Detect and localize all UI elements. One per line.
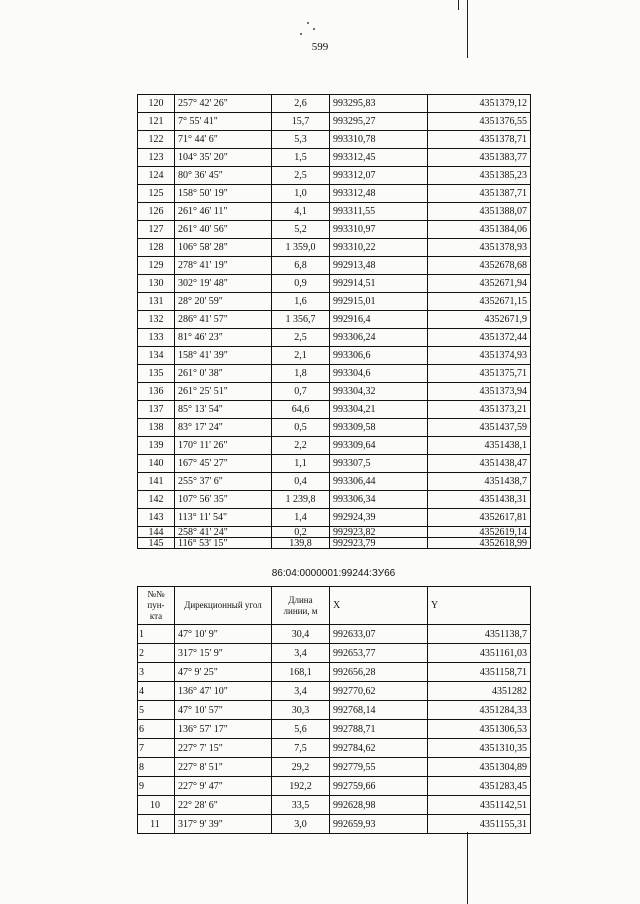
cell-point-number: 144 xyxy=(138,527,175,538)
cell-line-length: 29,2 xyxy=(272,758,330,777)
cell-direction-angle: 317° 15' 9" xyxy=(175,644,272,663)
cell-direction-angle: 80° 36' 45" xyxy=(175,167,272,185)
cell-line-length: 168,1 xyxy=(272,663,330,682)
table-row xyxy=(138,682,531,701)
cell-x: 992913,48 xyxy=(330,257,428,275)
cell-point-number: 141 xyxy=(138,473,175,491)
cell-x: 992633,07 xyxy=(330,625,428,644)
page-number: 599 xyxy=(311,41,329,53)
cell-point-number: 138 xyxy=(138,419,175,437)
cell-line-length: 2,6 xyxy=(272,95,330,113)
cell-y: 4351383,77 xyxy=(428,149,531,167)
cell-line-length: 2,2 xyxy=(272,437,330,455)
table-row xyxy=(138,644,531,663)
cell-y: 4351155,31 xyxy=(428,815,531,834)
cell-line-length: 0,7 xyxy=(272,383,330,401)
cell-line-length: 30,4 xyxy=(272,625,330,644)
cell-point-number: 3 xyxy=(138,663,175,682)
cell-y: 4351388,07 xyxy=(428,203,531,221)
header-point-number-line2: пун- xyxy=(147,600,165,610)
cell-x: 993307,5 xyxy=(330,455,428,473)
table-row xyxy=(138,419,531,437)
cell-direction-angle: 113° 11' 54" xyxy=(175,509,272,527)
cell-line-length: 1,6 xyxy=(272,293,330,311)
cell-line-length: 15,7 xyxy=(272,113,330,131)
cell-point-number: 2 xyxy=(138,644,175,663)
cell-direction-angle: 227° 7' 15" xyxy=(175,739,272,758)
table-row xyxy=(138,221,531,239)
cell-y: 4352619,14 xyxy=(428,527,531,538)
cell-x: 992915,01 xyxy=(330,293,428,311)
cell-direction-angle: 136° 57' 17" xyxy=(175,720,272,739)
cell-direction-angle: 85° 13' 54" xyxy=(175,401,272,419)
cell-y: 4351438,31 xyxy=(428,491,531,509)
cell-point-number: 139 xyxy=(138,437,175,455)
table-row xyxy=(138,663,531,682)
cell-direction-angle: 81° 46' 23" xyxy=(175,329,272,347)
table-row xyxy=(138,625,531,644)
table-row xyxy=(138,113,531,131)
cell-direction-angle: 227° 9' 47" xyxy=(175,777,272,796)
coordinates-table-1-body xyxy=(138,95,531,549)
cell-point-number: 130 xyxy=(138,275,175,293)
cell-x: 992759,66 xyxy=(330,777,428,796)
cell-point-number: 145 xyxy=(138,538,175,549)
table-row xyxy=(138,257,531,275)
cell-y: 4352618,99 xyxy=(428,538,531,549)
cell-direction-angle: 116° 53' 15" xyxy=(175,538,272,549)
cell-point-number: 134 xyxy=(138,347,175,365)
cell-x: 993306,6 xyxy=(330,347,428,365)
cell-y: 4351372,44 xyxy=(428,329,531,347)
cell-x: 992628,98 xyxy=(330,796,428,815)
cadastral-number-caption: 86:04:0000001:99244:ЗУ66 xyxy=(271,568,396,579)
table-row xyxy=(138,777,531,796)
coordinates-table-2-body xyxy=(138,625,531,834)
cell-x: 993310,97 xyxy=(330,221,428,239)
cell-x: 993312,07 xyxy=(330,167,428,185)
table-row xyxy=(138,347,531,365)
cell-direction-angle: 106° 58' 28" xyxy=(175,239,272,257)
cell-y: 4351374,93 xyxy=(428,347,531,365)
cell-y: 4351378,71 xyxy=(428,131,531,149)
cell-y: 4352617,81 xyxy=(428,509,531,527)
cell-line-length: 2,1 xyxy=(272,347,330,365)
cell-point-number: 132 xyxy=(138,311,175,329)
cell-x: 992653,77 xyxy=(330,644,428,663)
table-row xyxy=(138,131,531,149)
cell-y: 4351379,12 xyxy=(428,95,531,113)
table-row xyxy=(138,311,531,329)
cell-point-number: 7 xyxy=(138,739,175,758)
cell-line-length: 4,1 xyxy=(272,203,330,221)
cell-y: 4351310,35 xyxy=(428,739,531,758)
table-row xyxy=(138,437,531,455)
cell-direction-angle: 107° 56' 35" xyxy=(175,491,272,509)
cell-direction-angle: 261° 25' 51" xyxy=(175,383,272,401)
table-row xyxy=(138,383,531,401)
cell-direction-angle: 255° 37' 6" xyxy=(175,473,272,491)
header-point-number xyxy=(138,587,175,625)
cell-direction-angle: 167° 45' 27" xyxy=(175,455,272,473)
cell-point-number: 142 xyxy=(138,491,175,509)
cell-direction-angle: 261° 0' 38" xyxy=(175,365,272,383)
cell-y: 4351282 xyxy=(428,682,531,701)
cell-line-length: 64,6 xyxy=(272,401,330,419)
cell-line-length: 3,0 xyxy=(272,815,330,834)
table-row xyxy=(138,701,531,720)
cell-line-length: 1,0 xyxy=(272,185,330,203)
scan-margin-line-right xyxy=(458,0,459,10)
table-header-row xyxy=(138,587,531,625)
table-row xyxy=(138,293,531,311)
cell-line-length: 139,8 xyxy=(272,538,330,549)
cell-x: 993304,6 xyxy=(330,365,428,383)
cell-line-length: 6,8 xyxy=(272,257,330,275)
cell-point-number: 131 xyxy=(138,293,175,311)
table-row xyxy=(138,365,531,383)
cell-point-number: 120 xyxy=(138,95,175,113)
cell-y: 4351438,47 xyxy=(428,455,531,473)
coordinates-table-1 xyxy=(137,94,531,549)
cell-point-number: 125 xyxy=(138,185,175,203)
cell-line-length: 1,4 xyxy=(272,509,330,527)
table-row xyxy=(138,455,531,473)
cell-line-length: 2,5 xyxy=(272,329,330,347)
cell-direction-angle: 261° 46' 11" xyxy=(175,203,272,221)
table-row xyxy=(138,149,531,167)
cell-line-length: 3,4 xyxy=(272,644,330,663)
cell-direction-angle: 83° 17' 24" xyxy=(175,419,272,437)
cell-y: 4351376,55 xyxy=(428,113,531,131)
cell-x: 993309,64 xyxy=(330,437,428,455)
cell-x: 992768,14 xyxy=(330,701,428,720)
cell-y: 4351142,51 xyxy=(428,796,531,815)
cell-line-length: 5,3 xyxy=(272,131,330,149)
cell-line-length: 1,5 xyxy=(272,149,330,167)
cell-point-number: 8 xyxy=(138,758,175,777)
cell-point-number: 136 xyxy=(138,383,175,401)
table-row xyxy=(138,329,531,347)
cell-line-length: 2,5 xyxy=(272,167,330,185)
cell-y: 4351375,71 xyxy=(428,365,531,383)
cell-y: 4351437,59 xyxy=(428,419,531,437)
cell-x: 992779,55 xyxy=(330,758,428,777)
header-line-length-line2: линии, м xyxy=(283,605,318,616)
scan-speck xyxy=(300,33,302,35)
cell-x: 992770,62 xyxy=(330,682,428,701)
cell-direction-angle: 317° 9' 39" xyxy=(175,815,272,834)
cell-x: 993310,78 xyxy=(330,131,428,149)
cell-line-length: 1,8 xyxy=(272,365,330,383)
cell-x: 993306,34 xyxy=(330,491,428,509)
table-row xyxy=(138,509,531,527)
cell-line-length: 192,2 xyxy=(272,777,330,796)
table-row xyxy=(138,527,531,538)
cell-x: 993312,48 xyxy=(330,185,428,203)
cell-x: 993304,32 xyxy=(330,383,428,401)
cell-direction-angle: 286° 41' 57" xyxy=(175,311,272,329)
cell-point-number: 10 xyxy=(138,796,175,815)
cell-x: 993309,58 xyxy=(330,419,428,437)
coordinates-table-2 xyxy=(137,586,531,834)
table-row xyxy=(138,815,531,834)
cell-line-length: 0,2 xyxy=(272,527,330,538)
scan-margin-line-bottom xyxy=(467,832,468,904)
cell-x: 992923,82 xyxy=(330,527,428,538)
cell-point-number: 140 xyxy=(138,455,175,473)
cell-point-number: 6 xyxy=(138,720,175,739)
cell-y: 4352671,94 xyxy=(428,275,531,293)
table-row xyxy=(138,95,531,113)
cell-x: 993306,44 xyxy=(330,473,428,491)
cell-direction-angle: 104° 35' 20" xyxy=(175,149,272,167)
cell-line-length: 0,4 xyxy=(272,473,330,491)
cell-x: 992924,39 xyxy=(330,509,428,527)
cell-point-number: 126 xyxy=(138,203,175,221)
cell-y: 4351306,53 xyxy=(428,720,531,739)
cell-line-length: 5,6 xyxy=(272,720,330,739)
cell-y: 4351283,45 xyxy=(428,777,531,796)
scan-speck xyxy=(313,28,315,30)
cell-y: 4351438,7 xyxy=(428,473,531,491)
cell-point-number: 1 xyxy=(138,625,175,644)
cell-line-length: 33,5 xyxy=(272,796,330,815)
cell-point-number: 143 xyxy=(138,509,175,527)
cell-direction-angle: 136° 47' 10" xyxy=(175,682,272,701)
table-row xyxy=(138,796,531,815)
cell-y: 4351138,7 xyxy=(428,625,531,644)
cell-direction-angle: 158° 50' 19" xyxy=(175,185,272,203)
cell-direction-angle: 257° 42' 26" xyxy=(175,95,272,113)
table-row xyxy=(138,185,531,203)
table-row xyxy=(138,167,531,185)
table-row xyxy=(138,275,531,293)
cell-point-number: 9 xyxy=(138,777,175,796)
table-row xyxy=(138,758,531,777)
cell-x: 993310,22 xyxy=(330,239,428,257)
cell-direction-angle: 47° 9' 25" xyxy=(175,663,272,682)
table-row xyxy=(138,720,531,739)
cell-direction-angle: 22° 28' 6" xyxy=(175,796,272,815)
cell-y: 4352678,68 xyxy=(428,257,531,275)
cell-y: 4351373,21 xyxy=(428,401,531,419)
cell-direction-angle: 302° 19' 48" xyxy=(175,275,272,293)
header-line-length xyxy=(272,587,330,625)
cell-direction-angle: 7° 55' 41" xyxy=(175,113,272,131)
header-line-length-line1: Длина xyxy=(288,594,313,605)
table-row xyxy=(138,203,531,221)
cell-point-number: 127 xyxy=(138,221,175,239)
cell-line-length: 1 359,0 xyxy=(272,239,330,257)
cell-direction-angle: 278° 41' 19" xyxy=(175,257,272,275)
table-row xyxy=(138,239,531,257)
cell-line-length: 3,4 xyxy=(272,682,330,701)
cell-direction-angle: 28° 20' 59" xyxy=(175,293,272,311)
cell-y: 4351161,03 xyxy=(428,644,531,663)
cell-point-number: 129 xyxy=(138,257,175,275)
cell-point-number: 128 xyxy=(138,239,175,257)
cell-line-length: 1,1 xyxy=(272,455,330,473)
table-row xyxy=(138,491,531,509)
cell-x: 992916,4 xyxy=(330,311,428,329)
cell-point-number: 11 xyxy=(138,815,175,834)
cell-x: 992788,71 xyxy=(330,720,428,739)
cell-x: 993295,27 xyxy=(330,113,428,131)
header-x: X xyxy=(330,587,428,625)
cell-point-number: 5 xyxy=(138,701,175,720)
cell-y: 4351284,33 xyxy=(428,701,531,720)
cell-x: 993312,45 xyxy=(330,149,428,167)
table-row xyxy=(138,473,531,491)
table-row xyxy=(138,401,531,419)
cell-y: 4351304,89 xyxy=(428,758,531,777)
cell-x: 992656,28 xyxy=(330,663,428,682)
cell-line-length: 0,5 xyxy=(272,419,330,437)
cell-x: 992659,93 xyxy=(330,815,428,834)
cell-x: 992923,79 xyxy=(330,538,428,549)
cell-point-number: 122 xyxy=(138,131,175,149)
cell-line-length: 0,9 xyxy=(272,275,330,293)
cell-direction-angle: 47° 10' 57" xyxy=(175,701,272,720)
cell-point-number: 121 xyxy=(138,113,175,131)
table-row xyxy=(138,538,531,549)
cell-line-length: 30,3 xyxy=(272,701,330,720)
cell-x: 992914,51 xyxy=(330,275,428,293)
cell-direction-angle: 258° 41' 24" xyxy=(175,527,272,538)
cell-direction-angle: 158° 41' 39" xyxy=(175,347,272,365)
cell-y: 4351384,06 xyxy=(428,221,531,239)
header-point-number-line3: кта xyxy=(149,611,163,621)
cell-direction-angle: 261° 40' 56" xyxy=(175,221,272,239)
header-direction-angle: Дирекционный угол xyxy=(175,587,272,625)
cell-direction-angle: 170° 11' 26" xyxy=(175,437,272,455)
cell-x: 993295,83 xyxy=(330,95,428,113)
cell-line-length: 1 356,7 xyxy=(272,311,330,329)
table-row xyxy=(138,739,531,758)
cell-y: 4351387,71 xyxy=(428,185,531,203)
cell-line-length: 7,5 xyxy=(272,739,330,758)
cell-point-number: 124 xyxy=(138,167,175,185)
cell-direction-angle: 71° 44' 6" xyxy=(175,131,272,149)
cell-y: 4351438,1 xyxy=(428,437,531,455)
cell-line-length: 5,2 xyxy=(272,221,330,239)
cell-x: 993304,21 xyxy=(330,401,428,419)
cell-point-number: 137 xyxy=(138,401,175,419)
cell-y: 4352671,15 xyxy=(428,293,531,311)
cell-point-number: 133 xyxy=(138,329,175,347)
header-y: Y xyxy=(428,587,531,625)
cell-y: 4352671,9 xyxy=(428,311,531,329)
cell-x: 992784,62 xyxy=(330,739,428,758)
cell-x: 993311,55 xyxy=(330,203,428,221)
cell-point-number: 4 xyxy=(138,682,175,701)
header-point-number-line1: №№ xyxy=(147,589,165,599)
cell-point-number: 135 xyxy=(138,365,175,383)
cell-y: 4351378,93 xyxy=(428,239,531,257)
cell-y: 4351158,71 xyxy=(428,663,531,682)
scan-speck xyxy=(307,22,309,24)
cell-line-length: 1 239,8 xyxy=(272,491,330,509)
cell-y: 4351385,23 xyxy=(428,167,531,185)
cell-direction-angle: 227° 8' 51" xyxy=(175,758,272,777)
cell-x: 993306,24 xyxy=(330,329,428,347)
cell-point-number: 123 xyxy=(138,149,175,167)
cell-y: 4351373,94 xyxy=(428,383,531,401)
cell-direction-angle: 47° 10' 9" xyxy=(175,625,272,644)
